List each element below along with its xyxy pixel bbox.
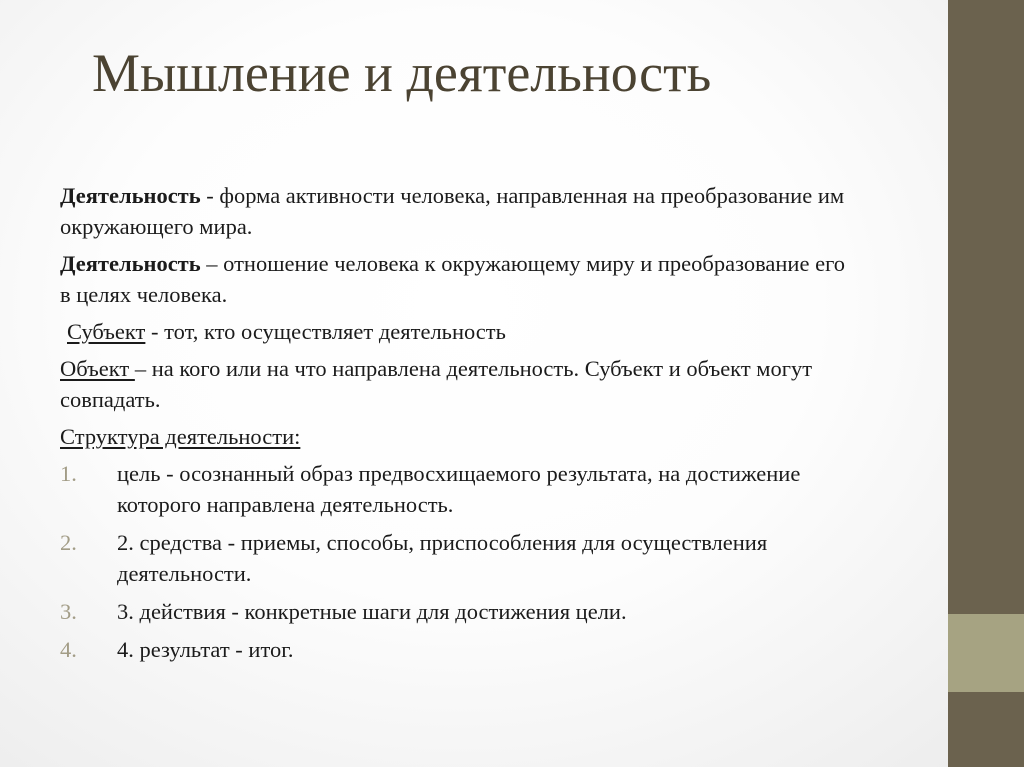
definition-activity-1 <box>60 180 860 242</box>
definition-activity-2-text: – отношение человека к окружающему миру и преобразование его в целях человека. <box>60 251 845 307</box>
list-item-number: 2. <box>60 530 77 555</box>
definition-subject-text: - тот, кто осуществляет деятельность <box>145 319 506 344</box>
list-item <box>60 596 860 627</box>
term-subject: Субъект <box>67 319 146 344</box>
term-object: Объект <box>60 356 135 381</box>
list-item <box>60 458 860 520</box>
list-item <box>60 634 860 665</box>
list-item-text: цель - осознанный образ предвосхищаемого результата, на достижение которого направлена деятельность. <box>117 461 801 517</box>
structure-heading-text: Структура деятельности: <box>60 424 301 449</box>
list-item-number: 4. <box>60 637 77 662</box>
list-item-text: 4. результат - итог. <box>117 637 294 662</box>
term-activity-1: Деятельность <box>60 183 201 208</box>
list-item-text: 2. средства - приемы, способы, приспособления для осуществления деятельности. <box>117 530 768 586</box>
list-item <box>60 527 860 589</box>
definition-activity-1-text: - форма активности человека, направленная на преобразование им окружающего мира. <box>60 183 845 239</box>
definition-activity-2 <box>60 248 860 310</box>
list-item-text: 3. действия - конкретные шаги для достижения цели. <box>117 599 627 624</box>
slide-title: Мышление и деятельность <box>92 43 712 103</box>
right-accent-block <box>948 614 1024 692</box>
definition-subject <box>60 316 860 347</box>
term-activity-2: Деятельность <box>60 251 201 276</box>
list-item-number: 1. <box>60 461 77 486</box>
slide-content <box>60 180 860 672</box>
definition-object <box>60 353 860 415</box>
list-item-number: 3. <box>60 599 77 624</box>
structure-list <box>60 458 860 665</box>
definition-object-text: – на кого или на что направлена деятельность. Субъект и объект могут совпадать. <box>60 356 813 412</box>
structure-heading <box>60 421 860 452</box>
